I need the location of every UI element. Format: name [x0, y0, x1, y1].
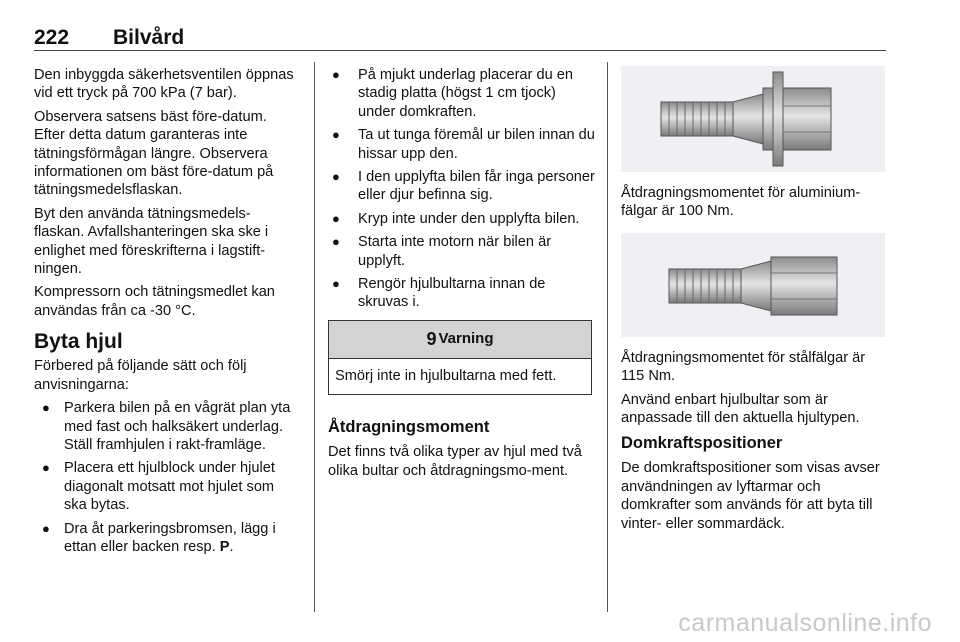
- column-divider: [314, 62, 315, 612]
- warning-box: [328, 320, 592, 395]
- figure-caption: Åtdragningsmomentet för aluminium-fälgar är 100 Nm.: [621, 185, 861, 220]
- bolt-aluminium-drawing: [621, 66, 885, 172]
- bullet-icon: ●: [332, 169, 340, 185]
- bullet-icon: ●: [332, 234, 340, 250]
- warning-text: Smörj inte in hjulbultarna med fett.: [335, 367, 557, 384]
- bolt-steel-drawing: [621, 233, 885, 337]
- bullet-icon: ●: [332, 210, 340, 226]
- paragraph: Den inbyggda säkerhetsventilen öppnas vid ett tryck på 700 kPa (7 bar).: [34, 67, 294, 102]
- list-item: ● Placera ett hjulblock under hjulet diagonalt motsatt mot hjulet som ska bytas.: [42, 460, 275, 514]
- bullet-icon: ●: [42, 460, 50, 476]
- column-left: [34, 66, 300, 561]
- list-item: ● Parkera bilen på en vågrät plan yta med fast och halksäkert underlag. Ställ framhjulen i rakt-framläge.: [42, 400, 291, 453]
- bullet-icon: ●: [332, 276, 340, 292]
- bolt-illustration-steel: [621, 233, 885, 337]
- list-item: ● Starta inte motorn när bilen är upplyft.: [332, 234, 552, 269]
- paragraph: Observera satsens bäst före-datum. Efter detta datum garanteras inte tätningsförmågan längre. Observera informationen om bäst före-datum på tätningsmedelsflaskan.: [34, 108, 274, 199]
- list-item: ● Kryp inte under den upplyfta bilen.: [332, 210, 580, 227]
- list-item: ● Rengör hjulbultarna innan de skruvas i.: [332, 276, 546, 311]
- section-heading: Åtdragningsmoment: [328, 418, 490, 437]
- paragraph: De domkraftspositioner som visas avser användningen av lyftarmar och domkrafter som används för att byta till vinter- eller sommardäck.: [621, 460, 880, 532]
- bolt-illustration-aluminium: [621, 66, 885, 172]
- paragraph: Det finns två olika typer av hjul med två olika bultar och åtdragningsmo-ment.: [328, 444, 582, 479]
- intro-text: Förbered på följande sätt och följ anvisningarna:: [34, 358, 247, 393]
- section-title: Bilvård: [113, 26, 185, 49]
- paragraph: Kompressorn och tätningsmedlet kan användas från ca -30 °C.: [34, 284, 275, 319]
- paragraph: Byt den använda tätningsmedels-flaskan. Avfallshanteringen ska ske i enlighet med föreskrifterna i lagstift-ningen.: [34, 205, 269, 278]
- list-item: ● Ta ut tunga föremål ur bilen innan du hissar upp den.: [332, 127, 595, 162]
- figure-caption: Åtdragningsmomentet för stålfälgar är 115 Nm.: [621, 349, 866, 385]
- warning-icon: 9: [426, 329, 437, 350]
- bullet-icon: ●: [42, 400, 50, 416]
- section-heading: Domkraftspositioner: [621, 434, 783, 453]
- gear-letter: P: [219, 538, 230, 555]
- page-header: [34, 24, 886, 51]
- warning-title: Varning: [438, 330, 494, 348]
- list-item: ● På mjukt underlag placerar du en stadig platta (högst 1 cm tjock) under domkraften.: [332, 67, 573, 120]
- list-item: ● I den upplyfta bilen får inga personer eller djur befinna sig.: [332, 169, 595, 204]
- bullet-icon: ●: [332, 67, 340, 82]
- bullet-icon: ●: [42, 520, 50, 536]
- bullet-list: [34, 399, 300, 556]
- list-item: ● Dra åt parkeringsbromsen, lägg i ettan eller backen resp. P.: [42, 520, 276, 555]
- column-right: [621, 66, 887, 538]
- watermark: carmanualsonline.info: [678, 609, 932, 637]
- section-heading: Byta hjul: [34, 330, 123, 354]
- paragraph: Använd enbart hjulbultar som är anpassade till den aktuella hjultypen.: [621, 391, 860, 427]
- warning-header: [329, 321, 591, 359]
- bullet-list: [328, 66, 596, 312]
- page-number: 222: [34, 26, 70, 49]
- column-middle: [328, 66, 596, 485]
- bullet-icon: ●: [332, 127, 340, 143]
- column-divider: [607, 62, 608, 612]
